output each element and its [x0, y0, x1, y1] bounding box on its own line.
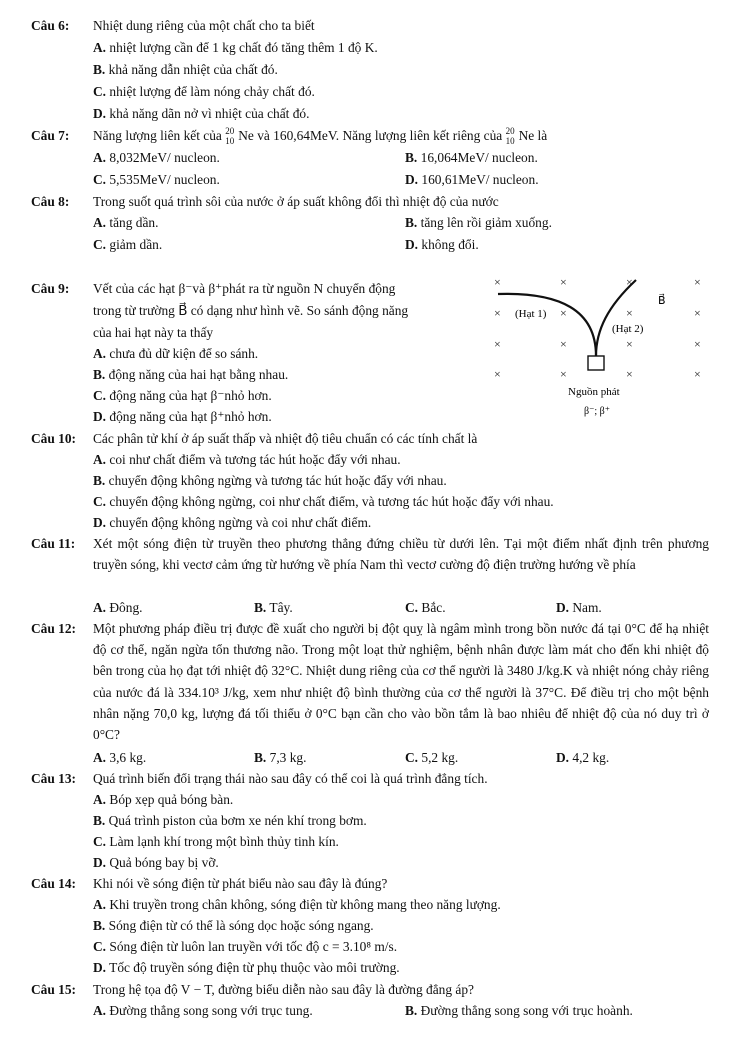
option-a: A. 3,6 kg.: [93, 750, 147, 765]
option-b: B. Tây.: [254, 600, 293, 615]
option-c: C. 5,535MeV/ nucleon.: [93, 172, 220, 187]
question-number: Câu 6:: [31, 18, 70, 33]
option-b: B. tăng lên rồi giảm xuống.: [405, 215, 552, 230]
field-cross: ×: [626, 275, 633, 289]
option-a: A. Đông.: [93, 600, 143, 615]
option-d: D. khả năng dãn nở vì nhiệt của chất đó.: [93, 106, 310, 121]
option-d: D. không đổi.: [405, 237, 479, 252]
option-b: B. chuyển động không ngừng và tương tác hút hoặc đẩy với nhau.: [93, 473, 447, 488]
option-c: C. nhiệt lượng để làm nóng chảy chất đó.: [93, 84, 315, 99]
option-a: A. coi như chất điểm và tương tác hút hoặc đẩy với nhau.: [93, 452, 401, 467]
option-d: D. Nam.: [556, 600, 602, 615]
field-cross: ×: [494, 367, 501, 381]
question-stem: Khi nói về sóng điện từ phát biểu nào sau đây là đúng?: [93, 876, 388, 891]
field-cross: ×: [694, 275, 701, 289]
question-stem: Quá trình biến đổi trạng thái nào sau đây có thể coi là quá trình đẳng tích.: [93, 771, 488, 786]
field-cross: ×: [626, 337, 633, 351]
option-c: C. chuyển động không ngừng, coi như chất điểm, và tương tác hút hoặc đẩy với nhau.: [93, 494, 554, 509]
question-stem: Năng lượng liên kết của 20 10 Ne và 160,64MeV. Năng lượng liên kết riêng của 20 10 Ne là: [93, 126, 548, 146]
source-label: Nguồn phát: [568, 386, 620, 398]
option-d: D. 160,61MeV/ nucleon.: [405, 172, 539, 187]
option-a: A. Khi truyền trong chân không, sóng điện từ không mang theo năng lượng.: [93, 897, 501, 912]
option-b: B. 7,3 kg.: [254, 750, 307, 765]
option-b: B. Quá trình piston của bơm xe nén khí trong bơm.: [93, 813, 367, 828]
question-number: Câu 9:: [31, 281, 70, 296]
source-box: [588, 356, 604, 370]
option-c: C. Làm lạnh khí trong một bình thủy tinh kín.: [93, 834, 339, 849]
option-d: D. động năng của hạt β⁺nhỏ hơn.: [93, 409, 272, 424]
question-number: Câu 12:: [31, 621, 77, 636]
field-cross: ×: [560, 337, 567, 351]
question-stem: Xét một sóng điện từ truyền theo phương thẳng đứng chiều từ dưới lên. Tại một điểm nhất định trên phương truyền sóng, khi vectơ cảm ứng từ hướng về phía Nam thì vectơ cường độ điện trường hướng về phía: [93, 536, 709, 572]
field-cross: ×: [494, 275, 501, 289]
option-b: B. khả năng dẫn nhiệt của chất đó.: [93, 62, 278, 77]
particle-2-label: (Hạt 2): [612, 323, 644, 335]
magnetic-field-figure: [480, 270, 720, 420]
option-d: D. 4,2 kg.: [556, 750, 610, 765]
question-stem-line-3: của hai hạt này ta thấy: [93, 325, 214, 340]
question-stem: Một phương pháp điều trị được đề xuất cho người bị đột quỵ là ngâm mình trong bồn nước đá tại 0°C để hạ nhiệt độ cơ thể, ngăn ngừa tổn thương não. Trong một loạt thử nghiệm, bệnh nhân được làm mát cho đến khi nhiệt độ bên trong của họ đạt tới nhiệt độ 32°C. Nhiệt dung riêng của cơ thể người là 3480 J/kg.K và nhiệt nóng chảy riêng của nước đá là 334.10³ J/kg, xem như nhiệt độ bình thường của cơ thể người là 37°C. Để điều trị cho một bệnh nhân nặng 70,0 kg, lượng đá tối thiểu ở 0°C bạn cần cho vào bồn tắm là bao nhiêu để nhiệt độ của nó duy trì ở 0°C?: [93, 621, 709, 743]
option-d: D. Quả bóng bay bị vỡ.: [93, 855, 219, 870]
question-stem: Nhiệt dung riêng của một chất cho ta biết: [93, 18, 315, 33]
question-stem: Trong hệ tọa độ V − T, đường biểu diễn nào sau đây là đường đẳng áp?: [93, 982, 474, 997]
question-number: Câu 8:: [31, 194, 70, 209]
particle-1-label: (Hạt 1): [515, 308, 547, 320]
option-c: C. Sóng điện từ luôn lan truyền với tốc độ c = 3.10⁸ m/s.: [93, 939, 398, 954]
field-b-label: B⃗: [658, 295, 666, 307]
field-cross: ×: [560, 306, 567, 320]
field-cross: ×: [560, 275, 567, 289]
source-particles-label: β⁻; β⁺: [584, 406, 611, 417]
option-c: C. Bắc.: [405, 600, 446, 615]
option-c: C. giảm dần.: [93, 237, 163, 252]
option-a: A. chưa đủ dữ kiện để so sánh.: [93, 346, 259, 361]
option-d: D. Tốc độ truyền sóng điện từ phụ thuộc vào môi trường.: [93, 960, 400, 975]
question-number: Câu 14:: [31, 876, 77, 891]
option-a: A. 8,032MeV/ nucleon.: [93, 150, 220, 165]
question-number: Câu 7:: [31, 128, 70, 143]
option-a: A. tăng dần.: [93, 215, 159, 230]
question-stem-line-1: Vết của các hạt β⁻và β⁺phát ra từ nguồn N chuyển động: [93, 281, 396, 296]
question-stem: Trong suốt quá trình sôi của nước ở áp suất không đổi thì nhiệt độ của nước: [93, 194, 499, 209]
field-cross: ×: [494, 306, 501, 320]
question-number: Câu 15:: [31, 982, 77, 997]
question-number: Câu 13:: [31, 771, 77, 786]
option-c: C. 5,2 kg.: [405, 750, 459, 765]
option-d: D. chuyển động không ngừng và coi như chất điểm.: [93, 515, 372, 530]
option-a: A. Bóp xẹp quả bóng bàn.: [93, 792, 234, 807]
option-a: A. nhiệt lượng cần để 1 kg chất đó tăng thêm 1 độ K.: [93, 40, 378, 55]
option-b: B. 16,064MeV/ nucleon.: [405, 150, 538, 165]
field-cross: ×: [560, 367, 567, 381]
field-cross: ×: [694, 337, 701, 351]
question-stem-line-2: trong từ trường B⃗ có dạng như hình vẽ. So sánh động năng: [93, 303, 409, 318]
field-cross: ×: [694, 367, 701, 381]
option-b: B. Sóng điện từ có thể là sóng dọc hoặc sóng ngang.: [93, 918, 374, 933]
field-cross: ×: [626, 367, 633, 381]
option-a: A. Đường thẳng song song với trục tung.: [93, 1003, 313, 1018]
question-stem: Các phân tử khí ở áp suất thấp và nhiệt độ tiêu chuẩn có các tính chất là: [93, 431, 478, 446]
field-cross: ×: [694, 306, 701, 320]
option-b: B. Đường thẳng song song với trục hoành.: [405, 1003, 633, 1018]
field-cross: ×: [626, 306, 633, 320]
field-cross: ×: [494, 337, 501, 351]
particle-1-track: [498, 294, 596, 356]
question-number: Câu 10:: [31, 431, 77, 446]
question-number: Câu 11:: [31, 536, 76, 551]
option-b: B. động năng của hai hạt bằng nhau.: [93, 367, 289, 382]
option-c: C. động năng của hạt β⁻nhỏ hơn.: [93, 388, 272, 403]
